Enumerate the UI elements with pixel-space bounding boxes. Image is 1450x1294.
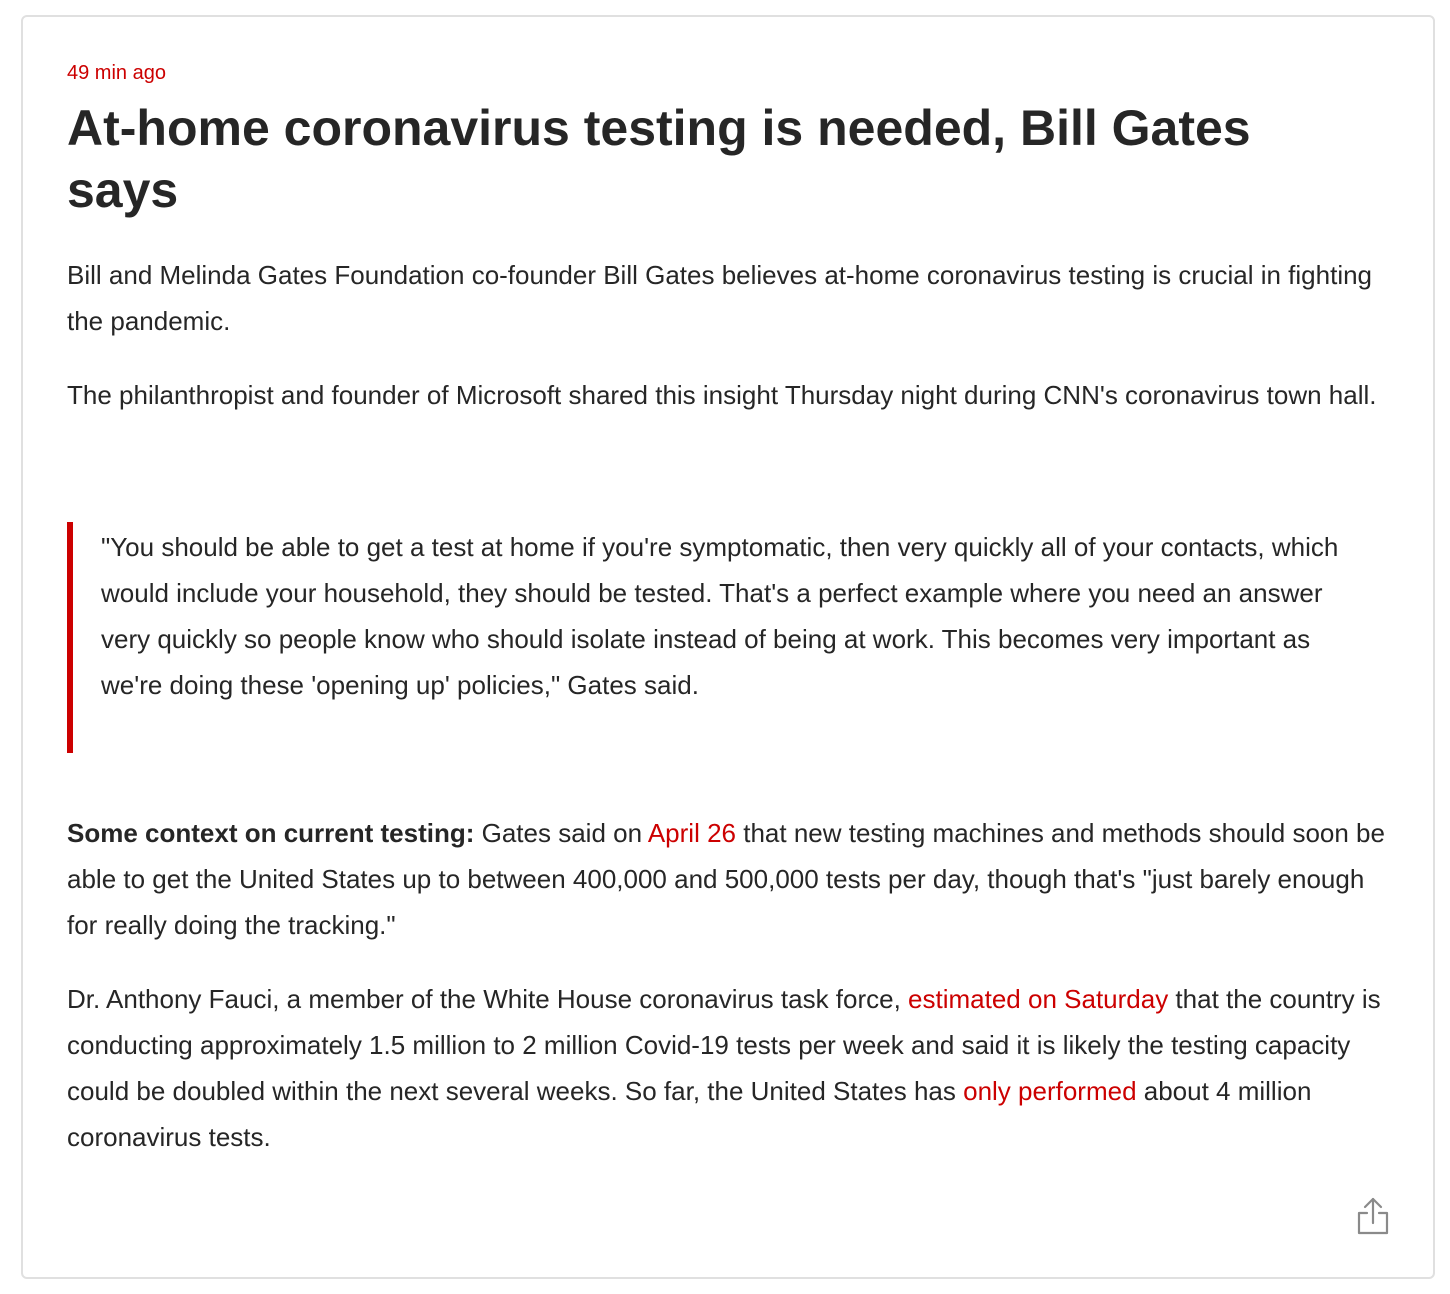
paragraph-testing-context	[67, 810, 1397, 948]
fauci-text-before-link: Dr. Anthony Fauci, a member of the White House coronavirus task force,	[67, 984, 909, 1014]
context-lead: Some context on current testing:	[67, 818, 475, 848]
live-post-card	[21, 15, 1435, 1279]
context-text-before-link: Gates said on	[474, 818, 648, 848]
paragraph-fauci	[67, 976, 1397, 1160]
paragraph-town-hall: The philanthropist and founder of Microsoft shared this insight Thursday night during CNN's coronavirus town hall.	[67, 380, 1377, 410]
only-performed-link[interactable]: only performed	[963, 1076, 1137, 1106]
april-26-link[interactable]: April 26	[647, 818, 736, 848]
post-headline: At-home coronavirus testing is needed, Bill Gates says	[67, 100, 1251, 218]
fauci-text-after-link: about 4 million coronavirus tests.	[67, 1076, 1312, 1152]
gates-quote-block	[67, 522, 1367, 753]
paragraph-intro: Bill and Melinda Gates Foundation co-founder Bill Gates believes at-home coronavirus testing is crucial in fighting the pandemic.	[67, 260, 1373, 336]
share-button[interactable]	[1353, 1193, 1393, 1237]
share-icon	[1353, 1193, 1393, 1237]
fauci-text-middle: that the country is conducting approximately 1.5 million to 2 million Covid-19 tests per week and said it is likely the testing capacity could be doubled within the next several weeks. So far, the United States has	[67, 984, 1381, 1106]
context-text-after-link: that new testing machines and methods should soon be able to get the United States up to between 400,000 and 500,000 tests per day, though that's "just barely enough for really doing the tracking."	[67, 818, 1385, 940]
estimated-on-saturday-link[interactable]: estimated on Saturday	[908, 984, 1169, 1014]
post-timestamp: 49 min ago	[67, 62, 166, 84]
gates-quote-text: "You should be able to get a test at home if you're symptomatic, then very quickly all of your contacts, which would include your household, they should be tested. That's a perfect example where you need an answer very quickly so people know who should isolate instead of being at work. This becomes very important as we're doing these 'opening up' policies," Gates said.	[101, 532, 1339, 700]
